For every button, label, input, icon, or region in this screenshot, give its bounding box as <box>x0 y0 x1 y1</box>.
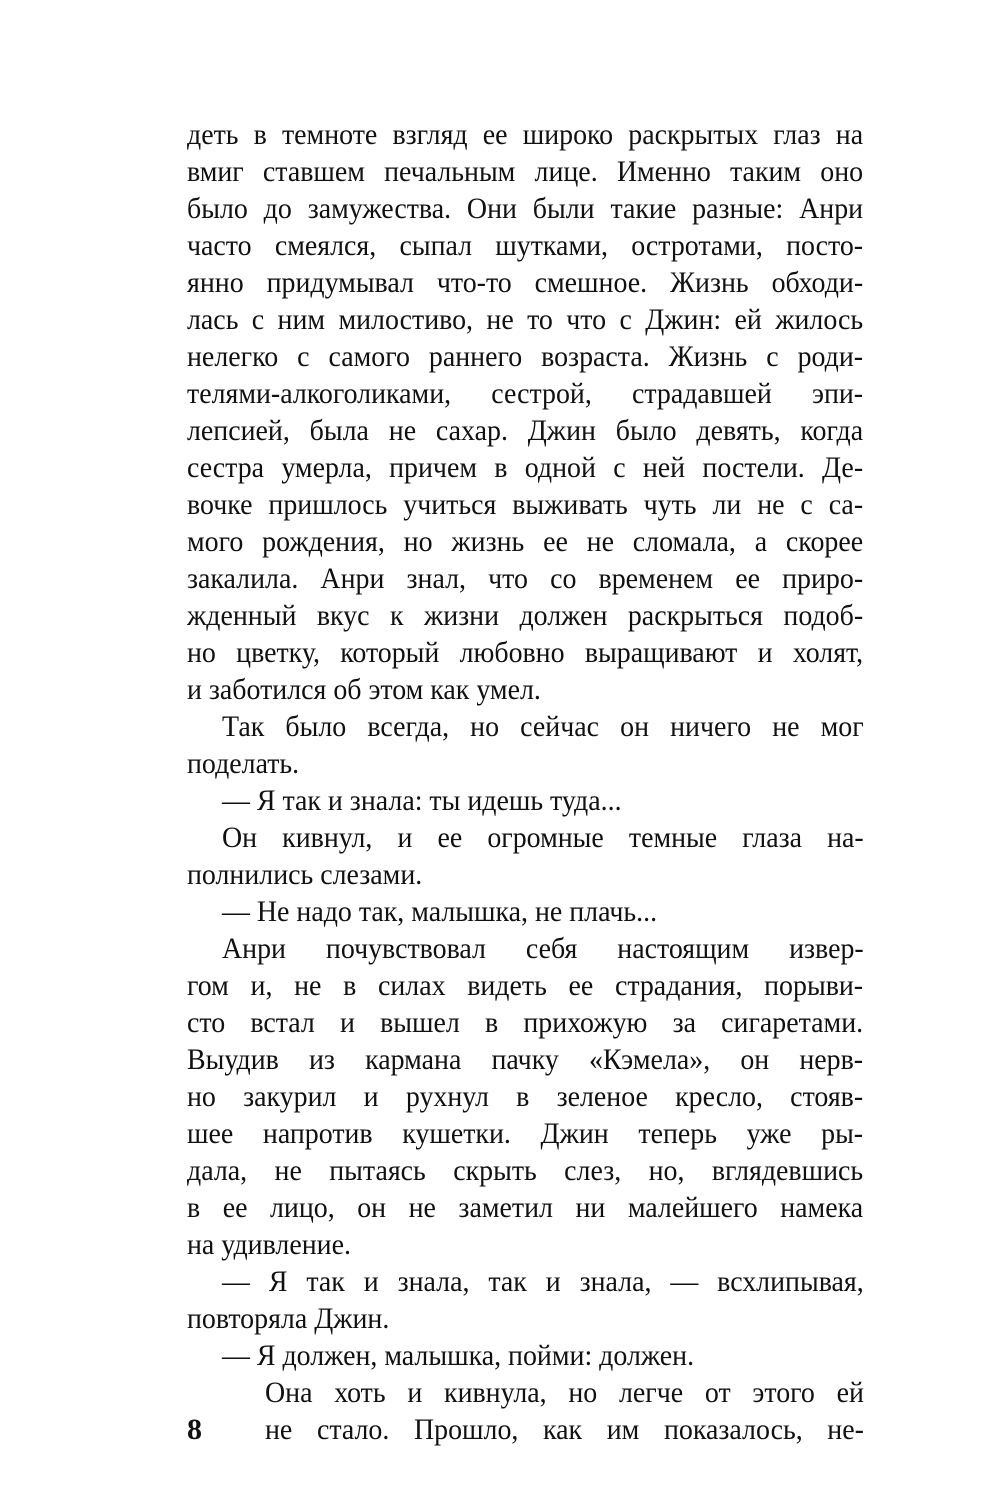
text-line: но закурил и рухнул в зеленое кресло, стояв- <box>187 1080 864 1113</box>
text-line: нелегко с самого раннего возраста. Жизнь с роди- <box>187 340 864 373</box>
dialogue-line: — Я так и знала: ты идешь туда... <box>222 784 622 817</box>
text-line: вмиг ставшем печальным лице. Именно таким оно <box>187 155 864 188</box>
text-line: сестра умерла, причем в одной с ней постели. Де- <box>187 451 864 484</box>
text-line: было до замужества. Они были такие разные: Анри <box>187 192 864 225</box>
text-line: на удивление. <box>187 1228 351 1261</box>
text-line: деть в темноте взгляд ее широко раскрытых глаз на <box>187 118 864 151</box>
text-line: Он кивнул, и ее огромные темные глаза на- <box>222 821 864 854</box>
text-line: мого рождения, но жизнь ее не сломала, а скорее <box>187 525 864 558</box>
text-line: вочке пришлось учиться выживать чуть ли не с са- <box>187 488 864 521</box>
text-line: и заботился об этом как умел. <box>187 673 541 706</box>
dialogue-line: — Я должен, малышка, пойми: должен. <box>222 1339 695 1372</box>
text-line: Так было всегда, но сейчас он ничего не мог <box>222 710 864 743</box>
text-line: закалила. Анри знал, что со временем ее приро- <box>187 562 864 595</box>
text-line: янно придумывал что-то смешное. Жизнь обходи- <box>187 266 864 299</box>
text-line: повторяла Джин. <box>187 1302 390 1335</box>
text-line: Анри почувствовал себя настоящим извер- <box>222 932 864 965</box>
text-line: полнились слезами. <box>187 858 423 891</box>
text-line: лепсией, была не сахар. Джин было девять, когда <box>187 414 864 447</box>
text-line: но цветку, который любовно выращивают и холят, <box>187 636 864 669</box>
text-line: гом и, не в силах видеть ее страдания, порыви- <box>187 969 864 1002</box>
text-line: часто смеялся, сыпал шутками, остротами, посто- <box>187 229 864 262</box>
text-line: лась с ним милостиво, не то что с Джин: ей жилось <box>187 303 864 336</box>
text-line: не стало. Прошло, как им показалось, не- <box>265 1413 864 1446</box>
text-line: в ее лицо, он не заметил ни малейшего намека <box>187 1191 864 1224</box>
text-line: Она хоть и кивнула, но легче от этого ей <box>265 1376 864 1409</box>
page-number: 8 <box>187 1413 202 1446</box>
text-line: жденный вкус к жизни должен раскрыться подоб- <box>187 599 864 632</box>
text-line: дала, не пытаясь скрыть слез, но, вглядевшись <box>187 1154 864 1187</box>
text-line: Выудив из кармана пачку «Кэмела», он нерв- <box>187 1043 864 1076</box>
text-line: поделать. <box>187 747 300 780</box>
dialogue-line: — Не надо так, малышка, не плачь... <box>222 895 658 928</box>
dialogue-line: — Я так и знала, так и знала, — всхлипывая, <box>222 1265 864 1298</box>
text-line: сто встал и вышел в прихожую за сигаретами. <box>187 1006 864 1039</box>
text-line: шее напротив кушетки. Джин теперь уже ры- <box>187 1117 864 1150</box>
text-line: телями-алкоголиками, сестрой, страдавшей эпи- <box>187 377 864 410</box>
